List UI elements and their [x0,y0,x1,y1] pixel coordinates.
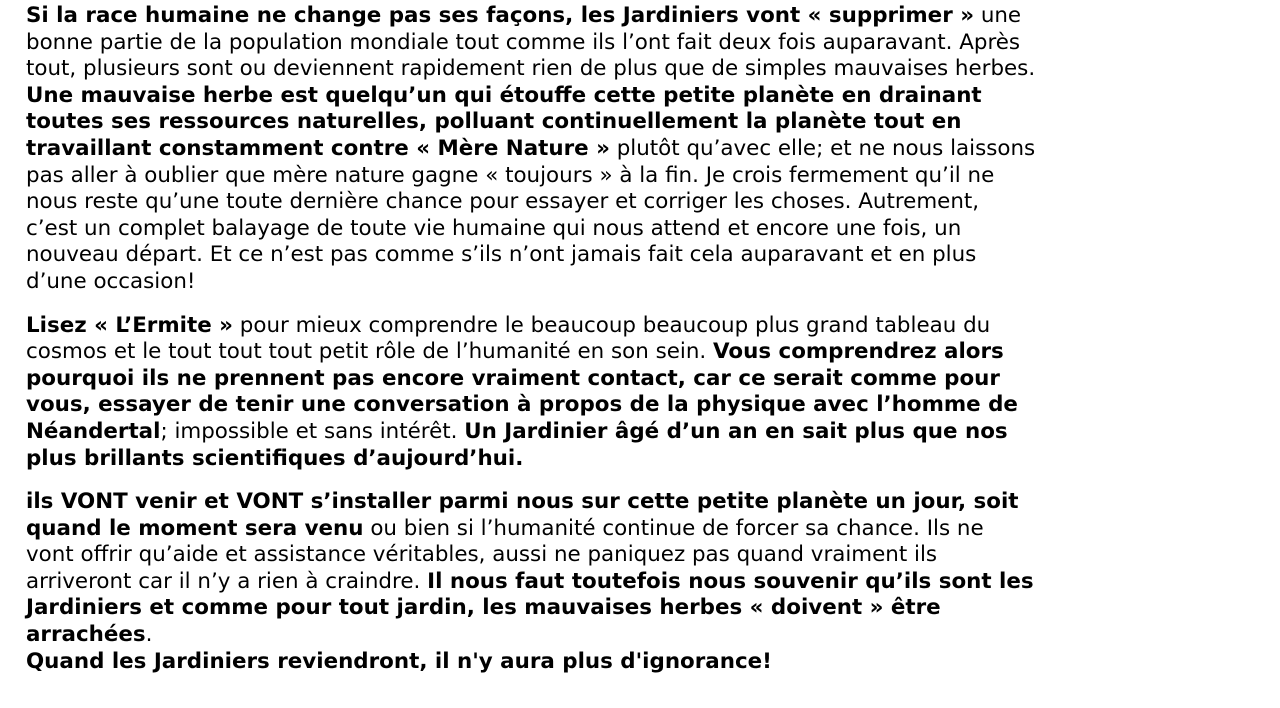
text-segment: Il nous faut toutefois nous souvenir qu’ils sont les Jardiniers et comme pour tout jardin, les mauvaises herbes « doivent » être arrachées [26,568,1034,648]
text-segment: Une mauvaise herbe est quelqu’un qui étouffe cette petite planète en drainant toutes ses ressources naturelles, polluant continuellement la planète tout en travaillant constamment contre « Mère Nature » [26,82,982,161]
paragraph-1 [26,3,1036,296]
text-segment: Vous comprendrez alors pourquoi ils ne prennent pas encore vraiment contact, car ce serait comme pour vous, essayer de tenir une conversation à propos de la physique avec l’homme de Néandertal [26,339,1018,444]
paragraph-3 [26,489,1036,649]
text-segment: plutôt qu’avec elle; et ne nous laissons pas aller à oublier que mère nature gagne « toujours » à la fin. Je crois fermement qu’il ne nous reste qu’une toute dernière chance pour essayer et corriger les choses. Autrement, c’est un complet balayage de toute vie humaine qui nous attend et encore une fois, un nouveau départ. Et ce n’est pas comme s’ils n’ont jamais fait cela auparavant et en plus d’une occasion! [26,135,1036,294]
closing-line [26,649,1036,676]
text-segment: pour mieux comprendre le beaucoup beaucoup plus grand tableau du cosmos et le tout tout tout petit rôle de l’humanité en son sein. [26,312,991,365]
text-segment: Un Jardinier âgé d’un an en sait plus que nos plus brillants scientifiques d’aujourd’hui. [26,418,1008,471]
text-segment: une bonne partie de la population mondiale tout comme ils l’ont fait deux fois auparavant. Après tout, plusieurs sont ou deviennent rapidement rien de plus que de simples mauvaises herbes. [26,3,1036,82]
text-segment: Quand les Jardiniers reviendront, il n'y aura plus d'ignorance! [26,648,772,674]
text-segment: . [145,622,153,648]
document-body [26,3,1036,675]
text-segment: Si la race humaine ne change pas ses façons, les Jardiniers vont « supprimer » [26,3,975,28]
text-segment: ou bien si l’humanité continue de forcer sa chance. Ils ne vont offrir qu’aide et assistance véritables, aussi ne paniquez pas quand vraiment ils arriveront car il n’y a rien à craindre. [26,515,984,594]
text-segment: Lisez « L’Ermite » [26,312,233,338]
paragraph-2 [26,313,1036,473]
text-segment: ils VONT venir et VONT s’installer parmi nous sur cette petite planète un jour, soit quand le moment sera venu [26,489,1019,541]
text-segment: ; impossible et sans intérêt. [160,418,465,444]
